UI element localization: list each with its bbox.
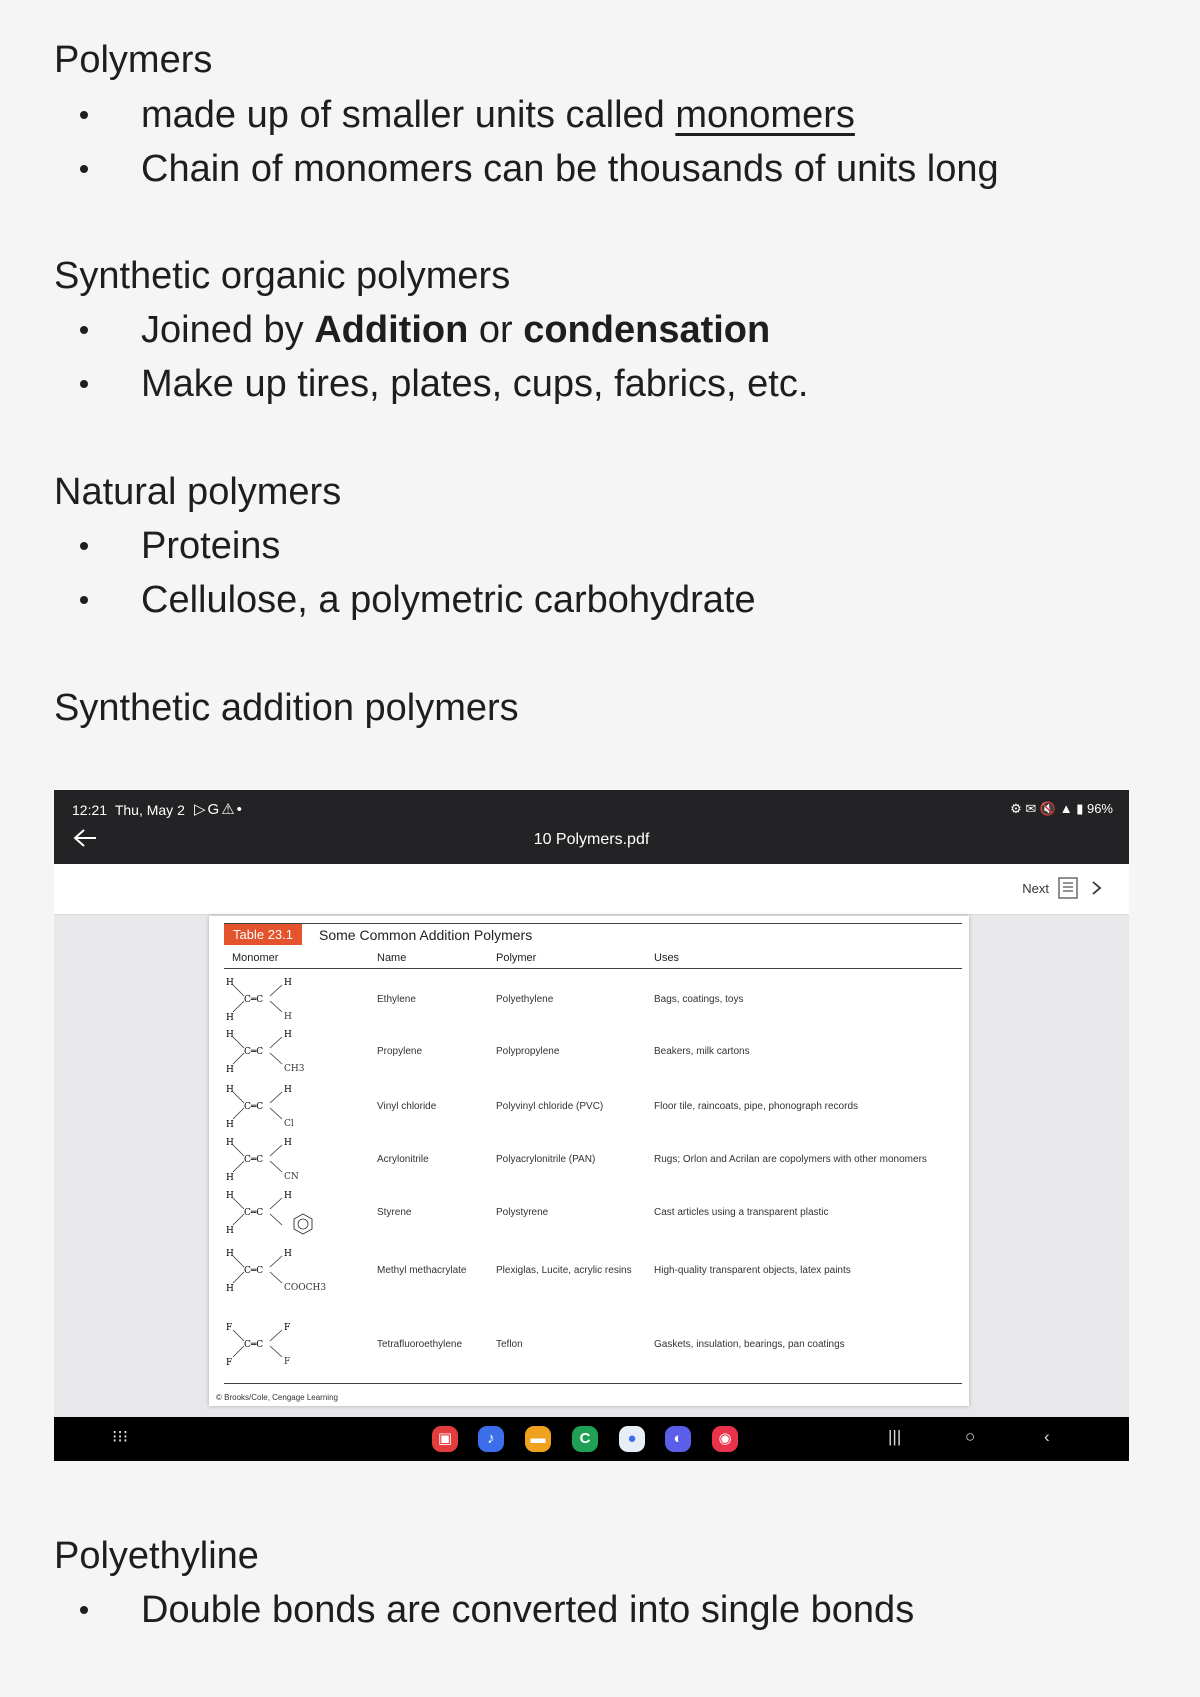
svg-text:C═C: C═C	[244, 1047, 264, 1057]
cell-polymer: Polyacrylonitrile (PAN)	[496, 1154, 596, 1165]
svg-text:H: H	[226, 1191, 234, 1201]
list-item: Proteins	[0, 519, 756, 573]
pdf-page	[209, 916, 969, 1406]
svg-text:H: H	[226, 1013, 234, 1022]
polyethyline-bullet-list	[0, 1583, 914, 1637]
col-header-monomer: Monomer	[232, 952, 279, 964]
cell-polymer: Plexiglas, Lucite, acrylic resins	[496, 1265, 632, 1276]
bullet-icon	[80, 111, 88, 119]
list-item: Chain of monomers can be thousands of units long	[0, 142, 999, 196]
monomer-structure	[224, 1321, 334, 1367]
col-header-uses: Uses	[654, 952, 680, 964]
polymers-bullet-list	[0, 88, 999, 196]
cell-polymer: Polyvinyl chloride (PVC)	[496, 1101, 604, 1112]
document-title: 10 Polymers.pdf	[533, 831, 650, 848]
substituent-label: H	[284, 1012, 292, 1022]
app-icon-c[interactable]: C	[572, 1426, 598, 1452]
next-button[interactable]: Next	[1022, 881, 1049, 896]
navigation-bar	[54, 1417, 1129, 1461]
home-icon[interactable]: ○	[965, 1427, 976, 1446]
notification-icons: ▷G⚠•	[194, 801, 244, 818]
status-bar	[54, 790, 1129, 864]
recents-icon[interactable]: |||	[888, 1427, 902, 1446]
app-icon-folder[interactable]: ▬	[525, 1426, 551, 1452]
cell-polymer: Polystyrene	[496, 1207, 549, 1218]
synthetic-organic-bullet-list	[0, 303, 808, 411]
cell-name: Ethylene	[377, 994, 416, 1005]
cell-uses: Beakers, milk cartons	[654, 1046, 750, 1057]
substituent-label: F	[284, 1357, 291, 1367]
chevron-right-icon[interactable]	[1089, 878, 1103, 898]
bullet-icon	[80, 165, 88, 173]
list-item: Joined by Addition or condensation	[0, 303, 808, 357]
list-item: Cellulose, a polymetric carbohydrate	[0, 573, 756, 627]
table-bottom-rule	[224, 1383, 962, 1384]
bullet-icon	[80, 596, 88, 604]
bullet-icon	[80, 1606, 88, 1614]
svg-text:F: F	[226, 1323, 233, 1333]
substituent-label: Cl	[284, 1119, 294, 1129]
svg-text:H: H	[284, 1085, 292, 1095]
monomers-term: monomers	[675, 94, 855, 136]
cell-polymer: Teflon	[496, 1339, 523, 1350]
cell-uses: Gaskets, insulation, bearings, pan coatings	[654, 1339, 845, 1350]
natural-bullet-list	[0, 519, 756, 627]
app-icon-camera[interactable]: ◉	[712, 1426, 738, 1452]
cell-polymer: Polypropylene	[496, 1046, 560, 1057]
embedded-screenshot	[54, 790, 1129, 1461]
cell-name: Tetrafluoroethylene	[377, 1339, 463, 1350]
bullet-icon	[80, 326, 88, 334]
svg-text:C═C: C═C	[244, 995, 264, 1005]
svg-text:H: H	[284, 1030, 292, 1040]
svg-text:H: H	[226, 1030, 234, 1040]
app-icon-messages[interactable]: ●	[619, 1426, 645, 1452]
system-back-icon[interactable]: ‹	[1044, 1427, 1050, 1446]
heading-synthetic-addition: Synthetic addition polymers	[54, 687, 519, 729]
substituent-label: CH3	[284, 1064, 305, 1074]
app-icon-1[interactable]: ▣	[432, 1426, 458, 1452]
svg-text:C═C: C═C	[244, 1266, 264, 1276]
list-item: Double bonds are converted into single bonds	[0, 1583, 914, 1637]
svg-text:H: H	[284, 1249, 292, 1259]
substituent-label: CN	[284, 1172, 299, 1182]
svg-text:C═C: C═C	[244, 1340, 264, 1350]
cell-name: Styrene	[377, 1207, 412, 1218]
svg-text:H: H	[284, 1138, 292, 1148]
cell-name: Propylene	[377, 1046, 423, 1057]
list-item: made up of smaller units called monomers	[0, 88, 999, 142]
svg-text:H: H	[284, 1191, 292, 1201]
list-item: Make up tires, plates, cups, fabrics, etc.	[0, 357, 808, 411]
svg-text:H: H	[284, 978, 292, 988]
svg-text:H: H	[226, 1138, 234, 1148]
heading-polyethyline: Polyethyline	[54, 1535, 259, 1577]
svg-text:H: H	[226, 1120, 234, 1129]
substituent-label: COOCH3	[284, 1283, 327, 1293]
table-top-rule	[224, 923, 962, 924]
status-time: 12:21 Thu, May 2	[72, 802, 185, 818]
col-header-name: Name	[377, 952, 407, 964]
monomer-structure	[224, 976, 334, 1022]
app-icon-internet[interactable]: ◐	[665, 1426, 691, 1452]
monomer-structure	[224, 1136, 334, 1182]
credit-line: © Brooks/Cole, Cengage Learning	[216, 1393, 338, 1402]
col-header-polymer: Polymer	[496, 952, 537, 964]
pdf-toolbar	[54, 864, 1129, 915]
heading-polymers: Polymers	[54, 39, 213, 81]
svg-text:C═C: C═C	[244, 1208, 264, 1218]
cell-uses: High-quality transparent objects, latex paints	[654, 1265, 851, 1276]
table-header-rule	[224, 968, 962, 969]
svg-text:F: F	[226, 1358, 233, 1367]
bullet-icon	[80, 542, 88, 550]
battery-indicator: ⚙ ✉ 🔇 ▲ ▮ 96%	[1010, 801, 1113, 816]
cell-name: Methyl methacrylate	[377, 1265, 467, 1276]
monomer-structure	[224, 1028, 334, 1074]
bullet-icon	[80, 380, 88, 388]
monomer-structure	[224, 1189, 334, 1235]
svg-text:C═C: C═C	[244, 1102, 264, 1112]
svg-text:H: H	[226, 1065, 234, 1074]
svg-text:H: H	[226, 1173, 234, 1182]
svg-text:H: H	[226, 1085, 234, 1095]
svg-text:H: H	[226, 1284, 234, 1293]
app-icon-music[interactable]: ♪	[478, 1426, 504, 1452]
cell-polymer: Polyethylene	[496, 994, 554, 1005]
cell-uses: Floor tile, raincoats, pipe, phonograph records	[654, 1101, 859, 1112]
table-title: Some Common Addition Polymers	[319, 927, 533, 943]
svg-text:F: F	[284, 1323, 291, 1333]
table-number-badge: Table 23.1	[224, 924, 302, 945]
cell-uses: Bags, coatings, toys	[654, 994, 744, 1005]
cell-uses: Cast articles using a transparent plastic	[654, 1207, 829, 1218]
cell-name: Vinyl chloride	[377, 1101, 437, 1112]
cell-uses: Rugs; Orlon and Acrilan are copolymers with other monomers	[654, 1154, 927, 1165]
svg-text:H: H	[226, 1226, 234, 1235]
heading-synthetic-organic: Synthetic organic polymers	[54, 255, 511, 297]
svg-text:H: H	[226, 1249, 234, 1259]
svg-text:C═C: C═C	[244, 1155, 264, 1165]
table-of-contents-icon[interactable]	[1058, 877, 1078, 899]
heading-natural-polymers: Natural polymers	[54, 471, 342, 513]
svg-text:H: H	[226, 978, 234, 988]
app-drawer-icon[interactable]: ⁝⁝⁝	[112, 1427, 129, 1446]
monomer-structure	[224, 1083, 334, 1129]
cell-name: Acrylonitrile	[377, 1154, 429, 1165]
